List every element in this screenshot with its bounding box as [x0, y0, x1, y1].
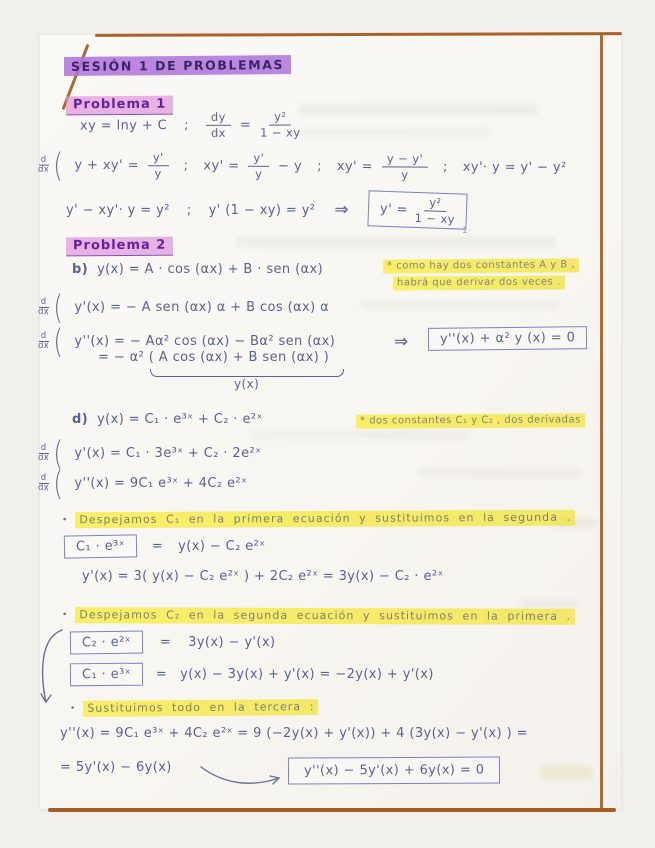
fraction-dy-dx: $\frac{dy}{dx}$	[206, 111, 231, 139]
p2d-definition-line	[72, 412, 263, 427]
fraction: $\frac{\text{y²}}{1 - xy}$	[414, 195, 456, 226]
p2d-c1-isolated	[64, 535, 265, 558]
separator: ;	[442, 159, 448, 175]
equation-text: = − α² ( A cos (αx) + B sen (αx) )	[98, 350, 330, 365]
equals-sign: =	[159, 635, 172, 650]
step-note-3: • Sustituimos todo en la tercera :	[70, 699, 319, 717]
p2b-definition-line	[72, 262, 323, 277]
p2d-c1-resubstituted	[70, 663, 434, 686]
equation-text: y''(x) = − Aα² cos (αx) − Bα² sen (αx)	[74, 334, 336, 349]
underbrace-label: y(x)	[234, 377, 260, 391]
equation-text: y'(x) = 3( y(x) − C₂ e²ˣ ) + 2C₂ e²ˣ = 3y(x) − C₂ · e²ˣ	[82, 569, 444, 584]
equation-text: y(x) − C₂ e²ˣ	[178, 539, 266, 554]
equation-text: y(x) = C₁ · e³ˣ + C₂ · e²ˣ	[97, 412, 263, 427]
session-title: SESIÓN 1 DE PROBLEMAS	[64, 55, 291, 76]
equation-text: xy' =	[336, 159, 373, 175]
problem1-label: Problema 1	[66, 96, 173, 116]
folder-edge-right	[600, 34, 603, 811]
fraction: $\frac{y'}{y}$	[148, 152, 169, 180]
equation-text: y + xy' =	[74, 157, 139, 174]
bleed-through-smudge	[540, 766, 592, 780]
curved-arrow-right	[195, 763, 285, 791]
final-result	[288, 757, 500, 784]
step-note-1: • Despejamos C₁ en la primera ecuación y sustituimos en la segunda .	[62, 510, 575, 529]
separator: ;	[186, 202, 192, 218]
equation-text: − y	[278, 158, 303, 174]
p2d-final-substitution	[60, 726, 528, 741]
derivative-operator: d dx (	[38, 322, 64, 361]
equation-text: 3y(x) − y'(x)	[188, 635, 276, 650]
equation-text: y' − xy'· y = y²	[66, 202, 170, 218]
curved-arrow-left	[34, 626, 68, 712]
underbrace	[150, 369, 344, 377]
result-box-b: y''(x) + α² y (x) = 0	[428, 326, 587, 351]
bullet-dot: •	[61, 515, 69, 526]
bleed-through-smudge	[520, 600, 580, 609]
separator: ;	[317, 159, 322, 175]
item-tag-d: d)	[72, 412, 89, 427]
equation-text: y'(x) = C₁ · 3e³ˣ + C₂ · 2e²ˣ	[74, 446, 262, 461]
bleed-through-smudge	[300, 128, 490, 137]
implies-arrow-b: ⇒	[394, 332, 409, 352]
p2b-result	[428, 327, 587, 350]
derivative-operator: d dx (	[38, 464, 64, 503]
bleed-through-smudge	[250, 430, 470, 440]
fraction: $\frac{y - y'}{y}$	[382, 153, 428, 182]
bullet-dot: •	[69, 703, 77, 714]
equation-text: y' =	[379, 201, 409, 218]
p2d-first-derivative	[38, 434, 262, 473]
equation-text: xy'· y = y' − y²	[462, 159, 567, 176]
equation-text: y(x) − 3y(x) + y'(x) = −2y(x) + y'(x)	[180, 667, 434, 682]
implies-arrow: ⇒	[334, 200, 350, 221]
derivative-operator: d dx (	[38, 434, 64, 473]
equals-sign: =	[151, 539, 164, 554]
stray-mark: 1·	[462, 226, 473, 236]
equation-text: = 5y'(x) − 6y(x)	[60, 760, 172, 775]
p2d-c2-isolated	[70, 631, 275, 654]
equals-sign: =	[239, 117, 252, 133]
bleed-through-smudge	[236, 236, 556, 248]
result-box-p1	[367, 190, 467, 230]
bleed-through-smudge	[298, 104, 538, 116]
boxed-term-c1b: C₁ · e³ˣ	[70, 663, 143, 687]
equation-text: y'(x) = − A sen (αx) α + B cos (αx) α	[74, 300, 330, 315]
margin-note-b-line2: habrá que derivar dos veces .	[393, 277, 565, 289]
p2d-second-derivative	[38, 464, 248, 503]
margin-note-b-line1: * como hay dos constantes A y B ,	[383, 259, 579, 271]
boxed-term-c2: C₂ · e²ˣ	[70, 630, 143, 654]
fraction: $\frac{y'}{y}$	[248, 152, 269, 180]
final-result-box: y''(x) − 5y'(x) + 6y(x) = 0	[288, 756, 501, 784]
equation-text: xy' =	[203, 158, 240, 174]
equation-text: xy = lny + C	[79, 117, 168, 134]
boxed-term-c1: C₁ · e³ˣ	[64, 534, 137, 558]
p1-equation-line-3	[66, 192, 467, 228]
separator: ;	[183, 158, 189, 174]
problem2-label: Problema 2	[66, 237, 173, 257]
bullet-dot: •	[61, 610, 69, 621]
p1-equation-line-1	[80, 110, 301, 139]
bleed-through-smudge	[360, 300, 560, 310]
step-note-2: • Despejamos C₂ en la segunda ecuación y sustituimos en la primera .	[62, 607, 575, 625]
p2b-first-derivative	[38, 288, 330, 327]
equation-text: y''(x) = 9C₁ e³ˣ + 4C₂ e²ˣ = 9 (−2y(x) + y'(x)) + 4 (3y(x) − y'(x) ) =	[60, 726, 528, 741]
margin-note-d: * dos constantes C₁ y C₂ , dos derivadas	[356, 414, 585, 426]
equals-sign: =	[155, 667, 168, 682]
equation-text: y''(x) = 9C₁ e³ˣ + 4C₂ e²ˣ	[74, 476, 248, 491]
derivative-operator: d dx (	[37, 146, 64, 185]
folder-edge-bottom	[48, 808, 616, 812]
separator: ;	[184, 117, 189, 133]
p2d-simplified	[60, 760, 172, 775]
p2d-substitution-line	[82, 569, 444, 584]
p2b-factored-line	[98, 350, 329, 365]
fraction-y2-1xy: $\frac{\text{y²}}{1 - xy}$	[260, 109, 301, 140]
bleed-through-smudge	[420, 468, 580, 478]
equation-text: y(x) = A · cos (αx) + B · sen (αx)	[97, 262, 324, 277]
derivative-operator: d dx (	[38, 288, 64, 327]
item-tag-b: b)	[72, 262, 89, 277]
equation-text: y' (1 − xy) = y²	[208, 202, 316, 218]
p1-equation-line-2	[37, 146, 567, 185]
